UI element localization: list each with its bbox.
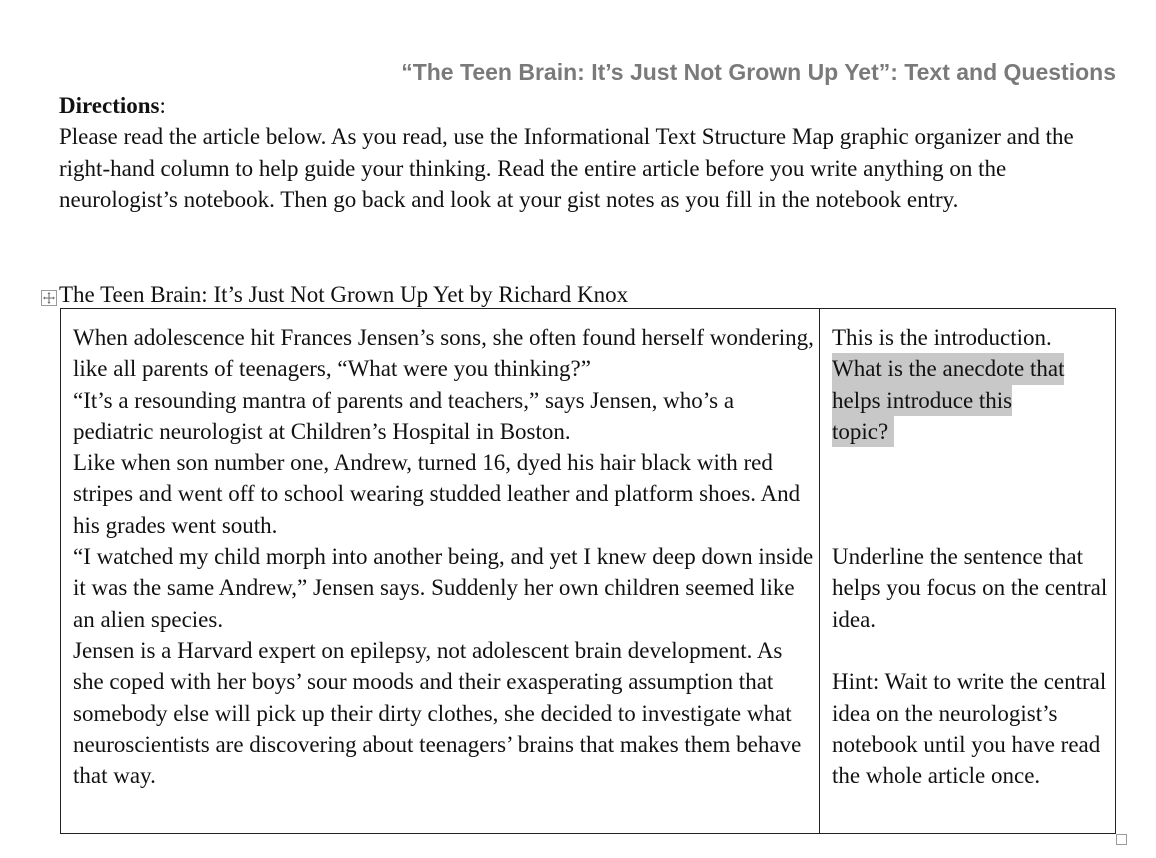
table-column-divider [819, 309, 820, 833]
intro-note: This is the introduction. [832, 325, 1052, 350]
article-text-cell[interactable] [73, 322, 815, 791]
article-paragraph: Jensen is a Harvard expert on epilepsy, not adolescent brain development. As she coped with her boys’ sour moods and their exasperating assumption that somebody else will pick up their dirty clothes, she decided to investigate what neuroscientists are discovering about teenagers’ brains that makes them behave that way. [73, 637, 802, 789]
article-paragraph: When adolescence hit Frances Jensen’s sons, she often found herself wondering, like all parents of teenagers, “What were you thinking?” [73, 325, 814, 382]
spacer [832, 478, 1112, 509]
article-paragraph: “It’s a resounding mantra of parents and teachers,” says Jensen, who’s a pediatric neurologist at Children’s Hospital in Boston. [73, 387, 735, 444]
spacer [832, 510, 1112, 541]
directions-colon: : [159, 93, 166, 118]
directions-label-line [59, 90, 1119, 121]
move-arrows-icon [42, 291, 56, 305]
spacer [832, 447, 1112, 478]
page-header-title: “The Teen Brain: It’s Just Not Grown Up Yet”: Text and Questions [401, 59, 1116, 85]
underline-prompt: Underline the sentence that helps you focus on the central idea. [832, 544, 1108, 632]
directions-label: Directions [59, 93, 160, 118]
highlighted-question-line: What is the anecdote that [832, 353, 1064, 384]
article-title: The Teen Brain: It’s Just Not Grown Up Yet by Richard Knox [59, 282, 629, 307]
article-paragraph: “I watched my child morph into another being, and yet I knew deep down inside it was the same Andrew,” Jensen says. Suddenly her own children seemed like an alien species. [73, 544, 814, 632]
directions-text: Please read the article below. As you read, use the Informational Text Structure Map graphic organizer and the right-hand column to help guide your thinking. Read the entire article before you write anything on the neurologist’s notebook. Then go back and look at your gist notes as you fill in the notebook entry. [59, 124, 1074, 212]
table-resize-handle[interactable] [1116, 834, 1127, 845]
questions-cell[interactable] [832, 322, 1112, 791]
article-table [60, 308, 1116, 834]
hint-note: Hint: Wait to write the central idea on the neurologist’s notebook until you have read the whole article once. [832, 669, 1107, 789]
table-move-handle[interactable] [41, 290, 57, 306]
highlighted-question-line: topic? [832, 416, 894, 447]
highlighted-question-line: helps introduce this [832, 385, 1012, 416]
spacer [832, 635, 1112, 666]
article-paragraph: Like when son number one, Andrew, turned 16, dyed his hair black with red stripes and went off to school wearing studded leather and platform shoes. And his grades went south. [73, 450, 801, 538]
directions-section [59, 90, 1119, 215]
anecdote-question [832, 353, 1112, 447]
